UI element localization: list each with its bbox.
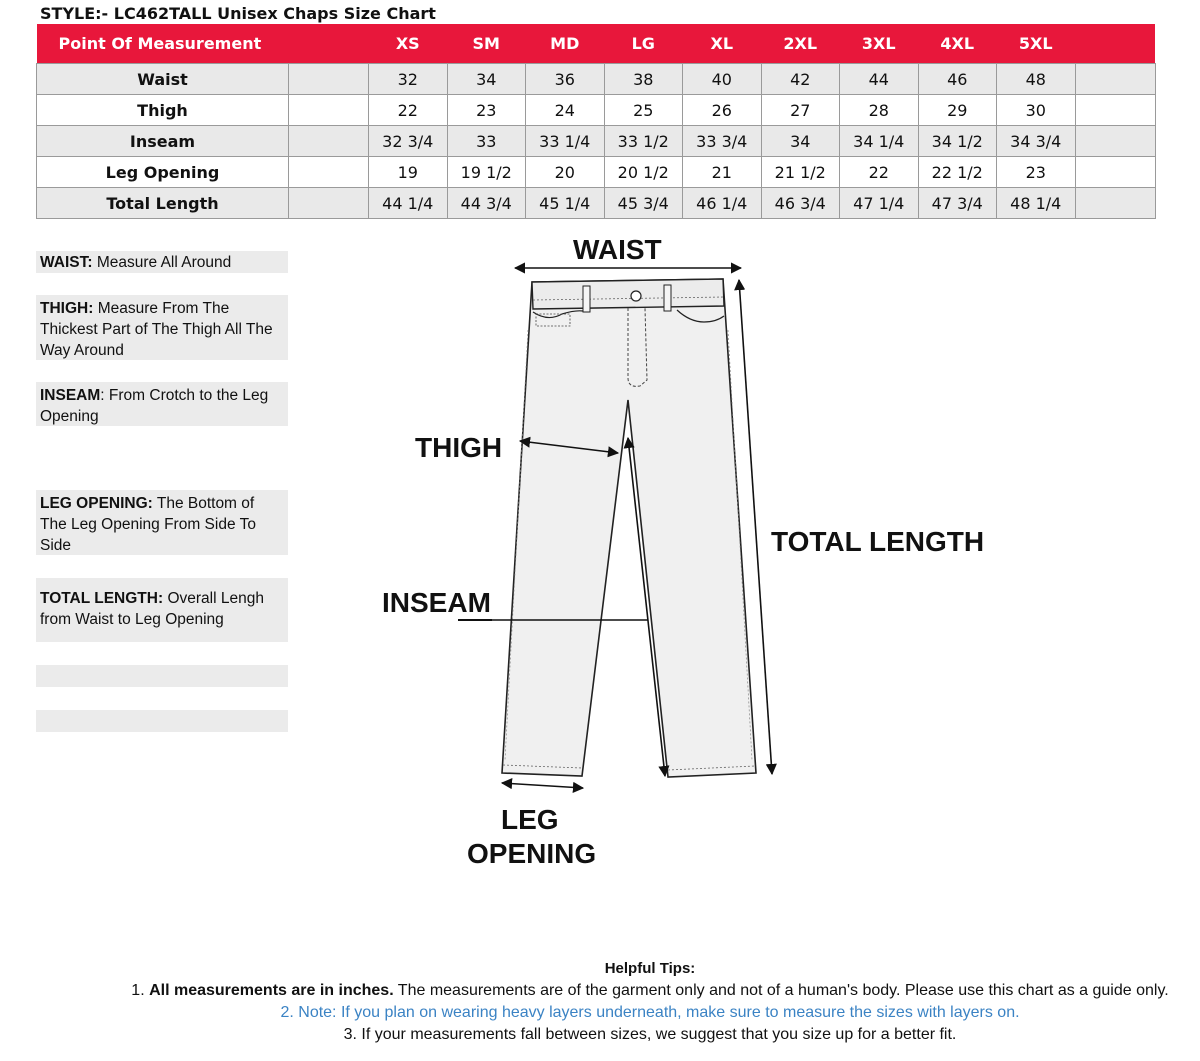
size-table-header bbox=[37, 24, 1156, 64]
tip-1-text: The measurements are of the garment only and not of a human's body. Please use this chart as a guide only. bbox=[393, 982, 1169, 999]
waist-label: WAIST bbox=[573, 234, 662, 265]
row-label: Leg Opening bbox=[37, 157, 289, 188]
inseam-pointer-line bbox=[458, 619, 492, 621]
note-term: LEG OPENING: bbox=[40, 495, 153, 512]
row-label: Waist bbox=[37, 64, 289, 95]
size-value-cell: 24 bbox=[526, 95, 605, 126]
size-value-cell: 46 bbox=[918, 64, 997, 95]
size-value-cell: 32 bbox=[369, 64, 448, 95]
chart-heading: STYLE:- LC462TALL Unisex Chaps Size Chart bbox=[40, 4, 436, 23]
size-value-cell: 46 3/4 bbox=[761, 188, 840, 219]
thigh-label: THIGH bbox=[415, 432, 503, 463]
size-value-cell: 32 3/4 bbox=[369, 126, 448, 157]
size-value-cell: 48 1/4 bbox=[997, 188, 1076, 219]
helpful-tips bbox=[0, 958, 1200, 1046]
note-text: : From Crotch to the Leg Opening bbox=[40, 387, 269, 425]
size-value-cell: 44 3/4 bbox=[447, 188, 526, 219]
note-leg-opening bbox=[36, 490, 288, 555]
size-value-cell: 34 1/4 bbox=[840, 126, 919, 157]
row-label: Inseam bbox=[37, 126, 289, 157]
tip-3: 3. If your measurements fall between sizes, we suggest that you size up for a better fit. bbox=[343, 1026, 957, 1043]
size-value-cell: 22 bbox=[369, 95, 448, 126]
leg-opening-label-line1: LEG bbox=[501, 804, 559, 835]
header-size: MD bbox=[526, 24, 605, 64]
size-value-cell: 22 bbox=[840, 157, 919, 188]
size-value-cell: 34 1/2 bbox=[918, 126, 997, 157]
size-value-cell: 30 bbox=[997, 95, 1076, 126]
blank-cell bbox=[1075, 188, 1155, 219]
table-row bbox=[37, 64, 1156, 95]
blank-cell bbox=[289, 64, 369, 95]
table-row bbox=[37, 95, 1156, 126]
size-value-cell: 33 bbox=[447, 126, 526, 157]
header-blank bbox=[1075, 24, 1155, 64]
table-row bbox=[37, 126, 1156, 157]
note-term: THIGH: bbox=[40, 300, 94, 317]
blank-cell bbox=[1075, 64, 1155, 95]
size-value-cell: 38 bbox=[604, 64, 683, 95]
size-value-cell: 28 bbox=[840, 95, 919, 126]
size-value-cell: 23 bbox=[447, 95, 526, 126]
row-label: Total Length bbox=[37, 188, 289, 219]
note-blank bbox=[36, 710, 288, 732]
total-length-label: TOTAL LENGTH bbox=[771, 526, 985, 557]
size-value-cell: 44 1/4 bbox=[369, 188, 448, 219]
note-total-length bbox=[36, 578, 288, 642]
note-term: TOTAL LENGTH: bbox=[40, 590, 164, 607]
note-text: Overall Lengh from Waist to Leg Opening bbox=[40, 590, 264, 628]
table-row bbox=[37, 157, 1156, 188]
header-size: LG bbox=[604, 24, 683, 64]
tip-1-prefix: 1. bbox=[131, 982, 150, 999]
header-size: 5XL bbox=[997, 24, 1076, 64]
blank-cell bbox=[1075, 126, 1155, 157]
size-value-cell: 46 1/4 bbox=[683, 188, 762, 219]
header-size: 4XL bbox=[918, 24, 997, 64]
size-value-cell: 36 bbox=[526, 64, 605, 95]
size-value-cell: 40 bbox=[683, 64, 762, 95]
inseam-label: INSEAM bbox=[382, 587, 491, 618]
blank-cell bbox=[289, 188, 369, 219]
size-value-cell: 19 1/2 bbox=[447, 157, 526, 188]
size-value-cell: 21 1/2 bbox=[761, 157, 840, 188]
size-value-cell: 27 bbox=[761, 95, 840, 126]
header-size: XL bbox=[683, 24, 762, 64]
row-label: Thigh bbox=[37, 95, 289, 126]
blank-cell bbox=[1075, 157, 1155, 188]
size-value-cell: 20 1/2 bbox=[604, 157, 683, 188]
size-value-cell: 47 1/4 bbox=[840, 188, 919, 219]
tip-2: 2. Note: If you plan on wearing heavy layers underneath, make sure to measure the sizes with layers on. bbox=[280, 1004, 1020, 1021]
tip-1 bbox=[0, 980, 1200, 1002]
blank-cell bbox=[1075, 95, 1155, 126]
size-value-cell: 25 bbox=[604, 95, 683, 126]
size-value-cell: 45 1/4 bbox=[526, 188, 605, 219]
size-value-cell: 34 bbox=[761, 126, 840, 157]
size-value-cell: 33 1/4 bbox=[526, 126, 605, 157]
size-value-cell: 26 bbox=[683, 95, 762, 126]
size-value-cell: 45 3/4 bbox=[604, 188, 683, 219]
note-text: The Bottom of The Leg Opening From Side To Side bbox=[40, 495, 256, 554]
note-term: INSEAM bbox=[40, 387, 101, 404]
header-size: 3XL bbox=[840, 24, 919, 64]
header-size: SM bbox=[447, 24, 526, 64]
size-value-cell: 20 bbox=[526, 157, 605, 188]
note-blank bbox=[36, 665, 288, 687]
size-value-cell: 21 bbox=[683, 157, 762, 188]
size-table bbox=[36, 24, 1156, 219]
size-value-cell: 44 bbox=[840, 64, 919, 95]
size-value-cell: 19 bbox=[369, 157, 448, 188]
size-value-cell: 29 bbox=[918, 95, 997, 126]
blank-cell bbox=[289, 157, 369, 188]
note-inseam bbox=[36, 382, 288, 426]
size-value-cell: 34 3/4 bbox=[997, 126, 1076, 157]
note-waist bbox=[36, 251, 288, 273]
size-value-cell: 42 bbox=[761, 64, 840, 95]
header-size: 2XL bbox=[761, 24, 840, 64]
note-thigh bbox=[36, 295, 288, 360]
blank-cell bbox=[289, 126, 369, 157]
leg-opening-label-line2: OPENING bbox=[467, 838, 597, 869]
blank-cell bbox=[289, 95, 369, 126]
header-size: XS bbox=[369, 24, 448, 64]
size-value-cell: 48 bbox=[997, 64, 1076, 95]
pants-diagram-icon bbox=[490, 255, 790, 795]
size-value-cell: 23 bbox=[997, 157, 1076, 188]
size-value-cell: 33 3/4 bbox=[683, 126, 762, 157]
table-row bbox=[37, 188, 1156, 219]
size-value-cell: 34 bbox=[447, 64, 526, 95]
tip-1-bold: All measurements are in inches. bbox=[149, 982, 394, 999]
size-value-cell: 47 3/4 bbox=[918, 188, 997, 219]
note-text: Measure From The Thickest Part of The Thigh All The Way Around bbox=[40, 300, 273, 359]
header-point-of-measurement: Point Of Measurement bbox=[37, 24, 369, 64]
tips-title: Helpful Tips: bbox=[604, 960, 696, 977]
size-value-cell: 33 1/2 bbox=[604, 126, 683, 157]
note-text: Measure All Around bbox=[92, 254, 232, 271]
size-value-cell: 22 1/2 bbox=[918, 157, 997, 188]
note-term: WAIST: bbox=[40, 254, 93, 271]
